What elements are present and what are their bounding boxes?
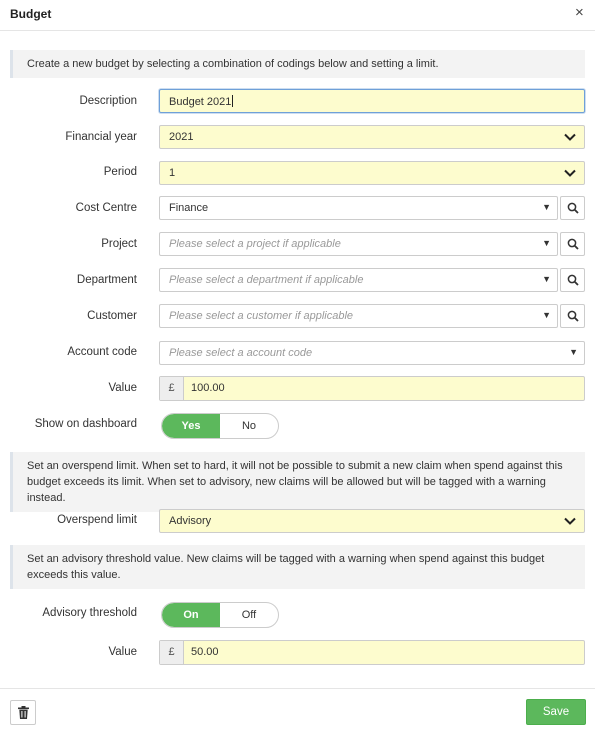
toggle-off-option[interactable]: Off bbox=[241, 609, 257, 621]
cost-centre-select[interactable] bbox=[159, 196, 558, 220]
department-label: Department bbox=[76, 274, 137, 286]
description-label: Description bbox=[79, 95, 137, 107]
currency-symbol: £ bbox=[160, 641, 184, 664]
intro-text: Create a new budget by selecting a combination of codings below and setting a limit. bbox=[27, 58, 439, 70]
search-icon bbox=[567, 274, 579, 286]
advisory-value-amount: 50.00 bbox=[191, 646, 219, 658]
customer-select[interactable] bbox=[159, 304, 558, 328]
advisory-threshold-toggle[interactable] bbox=[161, 602, 279, 628]
dialog-footer bbox=[0, 688, 595, 734]
delete-button[interactable] bbox=[10, 700, 36, 725]
value-label: Value bbox=[108, 382, 137, 394]
trash-icon bbox=[18, 706, 29, 719]
save-button[interactable]: Save bbox=[526, 699, 586, 725]
caret-down-icon: ▼ bbox=[542, 238, 551, 248]
toggle-on-option[interactable]: On bbox=[162, 603, 220, 627]
department-placeholder: Please select a department if applicable bbox=[169, 274, 364, 286]
toggle-yes-option[interactable]: Yes bbox=[162, 414, 220, 438]
currency-symbol: £ bbox=[160, 377, 184, 400]
description-value: Budget 2021 bbox=[169, 96, 232, 108]
value-amount: 100.00 bbox=[191, 382, 225, 394]
caret-down-icon: ▼ bbox=[569, 347, 578, 357]
department-search-button[interactable] bbox=[560, 268, 585, 292]
toggle-no-option[interactable]: No bbox=[241, 420, 257, 432]
cost-centre-search-button[interactable] bbox=[560, 196, 585, 220]
project-label: Project bbox=[101, 238, 137, 250]
search-icon bbox=[567, 310, 579, 322]
customer-search-button[interactable] bbox=[560, 304, 585, 328]
advisory-info bbox=[10, 545, 585, 589]
caret-down-icon: ▼ bbox=[542, 274, 551, 284]
advisory-value-input[interactable] bbox=[159, 640, 585, 665]
financial-year-select[interactable] bbox=[159, 125, 585, 149]
close-icon[interactable]: × bbox=[575, 4, 584, 21]
chevron-down-icon bbox=[563, 166, 577, 180]
cost-centre-value: Finance bbox=[169, 202, 209, 214]
overspend-info-text: Set an overspend limit. When set to hard, it will not be possible to submit a new claim when spend against this budget exceeds its limit. When set to advisory, new claims will be allowed but will be tagged with a warning instead. bbox=[27, 460, 563, 504]
description-input[interactable] bbox=[159, 89, 585, 113]
customer-placeholder: Please select a customer if applicable bbox=[169, 310, 354, 322]
dialog-title: Budget bbox=[10, 7, 52, 21]
cost-centre-label: Cost Centre bbox=[75, 202, 137, 214]
project-select[interactable] bbox=[159, 232, 558, 256]
project-search-button[interactable] bbox=[560, 232, 585, 256]
text-cursor bbox=[232, 95, 233, 107]
caret-down-icon: ▼ bbox=[542, 310, 551, 320]
period-label: Period bbox=[103, 166, 137, 178]
caret-down-icon: ▼ bbox=[542, 202, 551, 212]
advisory-threshold-label: Advisory threshold bbox=[42, 607, 137, 619]
overspend-limit-label: Overspend limit bbox=[57, 514, 137, 526]
search-icon bbox=[567, 238, 579, 250]
search-icon bbox=[567, 202, 579, 214]
period-value: 1 bbox=[169, 167, 176, 179]
project-placeholder: Please select a project if applicable bbox=[169, 238, 341, 250]
show-on-dashboard-toggle[interactable] bbox=[161, 413, 279, 439]
financial-year-value: 2021 bbox=[169, 131, 194, 143]
overspend-limit-select[interactable] bbox=[159, 509, 585, 533]
chevron-down-icon bbox=[563, 130, 577, 144]
advisory-info-text: Set an advisory threshold value. New claims will be tagged with a warning when spend against this budget exceeds this value. bbox=[27, 553, 545, 581]
account-code-label: Account code bbox=[67, 346, 137, 358]
account-code-placeholder: Please select a account code bbox=[169, 347, 313, 359]
intro-info bbox=[10, 50, 585, 78]
account-code-select[interactable] bbox=[159, 341, 585, 365]
overspend-limit-value: Advisory bbox=[169, 515, 212, 527]
period-select[interactable] bbox=[159, 161, 585, 185]
chevron-down-icon bbox=[563, 514, 577, 528]
show-on-dashboard-label: Show on dashboard bbox=[34, 418, 137, 430]
advisory-value-label: Value bbox=[108, 646, 137, 658]
dialog-header bbox=[0, 0, 595, 31]
financial-year-label: Financial year bbox=[65, 131, 137, 143]
overspend-info bbox=[10, 452, 585, 512]
customer-label: Customer bbox=[87, 310, 137, 322]
department-select[interactable] bbox=[159, 268, 558, 292]
value-input[interactable] bbox=[159, 376, 585, 401]
